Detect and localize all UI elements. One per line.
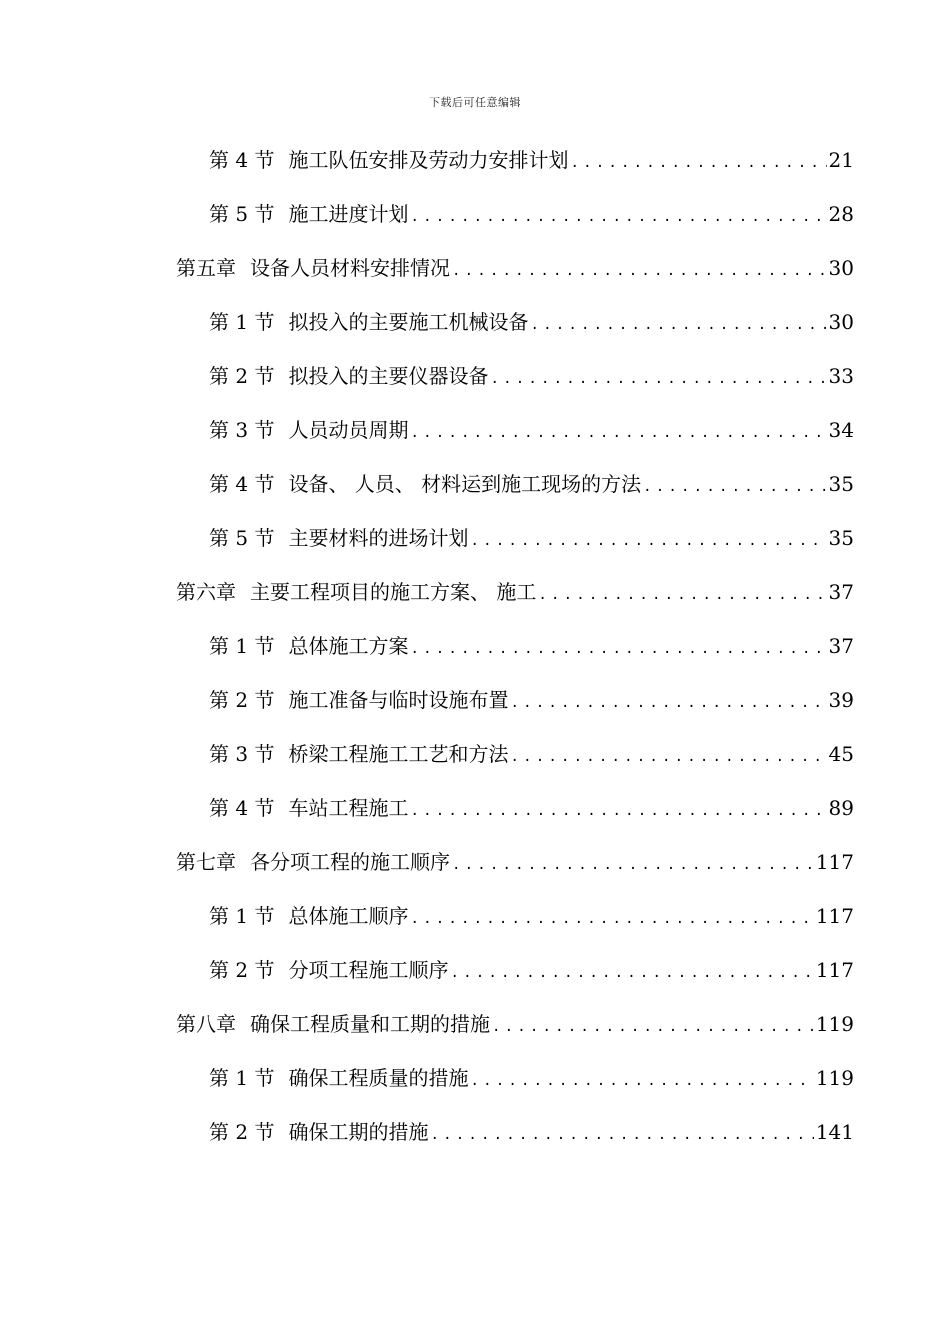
dot-leader	[410, 791, 826, 831]
toc-entry[interactable]	[176, 842, 854, 882]
toc-entry-number: 第六章	[176, 580, 236, 604]
toc-entry-number: 第 1 节	[209, 1066, 275, 1090]
toc-entry-title: 施工队伍安排及劳动力安排计划	[288, 148, 569, 172]
toc-entry-page: 117	[815, 958, 854, 982]
dot-leader	[470, 1061, 813, 1101]
toc-entry-page: 89	[828, 796, 854, 820]
toc-entry-number: 第 5 节	[209, 202, 275, 226]
toc-entry-title: 桥梁工程施工工艺和方法	[288, 742, 509, 766]
toc-entry-title: 分项工程施工顺序	[288, 958, 449, 982]
toc-entry-number: 第 4 节	[209, 796, 275, 820]
toc-entry[interactable]	[209, 464, 854, 504]
toc-entry-title: 拟投入的主要仪器设备	[288, 364, 489, 388]
toc-entry[interactable]	[209, 302, 854, 342]
dot-leader	[510, 737, 826, 777]
toc-entry-title: 施工准备与临时设施布置	[288, 688, 509, 712]
toc-entry-page: 30	[828, 310, 854, 334]
toc-entry-page: 39	[828, 688, 854, 712]
dot-leader	[538, 575, 826, 615]
toc-entry[interactable]	[209, 194, 854, 234]
toc-entry[interactable]	[209, 788, 854, 828]
dot-leader	[430, 1115, 813, 1155]
toc-entry-number: 第 4 节	[209, 472, 275, 496]
toc-entry[interactable]	[209, 734, 854, 774]
toc-entry-page: 117	[815, 850, 854, 874]
toc-entry-number: 第 2 节	[209, 1120, 275, 1144]
toc-entry-title: 确保工程质量的措施	[288, 1066, 469, 1090]
toc-entry-page: 119	[815, 1012, 854, 1036]
dot-leader	[490, 359, 826, 399]
dot-leader	[470, 521, 826, 561]
toc-entry-title: 确保工程质量和工期的措施	[250, 1012, 490, 1036]
toc-entry-page: 35	[828, 526, 854, 550]
toc-entry-title: 各分项工程的施工顺序	[250, 850, 450, 874]
toc-entry-page: 117	[815, 904, 854, 928]
toc-entry-page: 37	[828, 580, 854, 604]
toc-entry-title: 总体施工方案	[288, 634, 409, 658]
dot-leader	[450, 953, 813, 993]
toc-entry-number: 第八章	[176, 1012, 236, 1036]
toc-entry[interactable]	[209, 680, 854, 720]
toc-entry-title: 总体施工顺序	[288, 904, 409, 928]
toc-entry-title: 主要材料的进场计划	[288, 526, 469, 550]
toc-entry[interactable]	[209, 626, 854, 666]
toc-entry[interactable]	[209, 518, 854, 558]
toc-entry-number: 第 5 节	[209, 526, 275, 550]
toc-entry-page: 141	[815, 1120, 854, 1144]
toc-entry[interactable]	[176, 248, 854, 288]
toc-entry[interactable]	[209, 140, 854, 180]
toc-entry-page: 37	[828, 634, 854, 658]
dot-leader	[510, 683, 826, 723]
toc-entry-title: 拟投入的主要施工机械设备	[288, 310, 529, 334]
toc-entry-page: 34	[828, 418, 854, 442]
toc-entry-number: 第 3 节	[209, 418, 275, 442]
toc-entry[interactable]	[209, 1058, 854, 1098]
dot-leader	[530, 305, 826, 345]
toc-entry-number: 第 1 节	[209, 634, 275, 658]
toc-entry-number: 第 2 节	[209, 958, 275, 982]
toc-entry[interactable]	[176, 572, 854, 612]
toc-entry-page: 33	[828, 364, 854, 388]
toc-entry-page: 45	[828, 742, 854, 766]
toc-entry[interactable]	[209, 356, 854, 396]
toc-entry-page: 28	[828, 202, 854, 226]
toc-entry-title: 主要工程项目的施工方案、 施工	[250, 580, 537, 604]
toc-entry-title: 车站工程施工	[288, 796, 409, 820]
toc-entry-title: 确保工期的措施	[288, 1120, 429, 1144]
toc-entry-number: 第 1 节	[209, 310, 275, 334]
toc-entry[interactable]	[209, 896, 854, 936]
toc-entry-number: 第 2 节	[209, 364, 275, 388]
toc-entry-number: 第 4 节	[209, 148, 275, 172]
toc-entry-title: 施工进度计划	[288, 202, 409, 226]
dot-leader	[410, 629, 826, 669]
dot-leader	[643, 467, 826, 507]
toc-entry[interactable]	[209, 410, 854, 450]
toc-entry[interactable]	[209, 1112, 854, 1152]
toc-entry-number: 第 2 节	[209, 688, 275, 712]
dot-leader	[410, 413, 826, 453]
toc-entry-number: 第五章	[176, 256, 236, 280]
toc-entry-number: 第 1 节	[209, 904, 275, 928]
toc-entry-title: 设备、 人员、 材料运到施工现场的方法	[288, 472, 642, 496]
dot-leader	[452, 251, 827, 291]
dot-leader	[452, 845, 814, 885]
toc-entry-page: 30	[828, 256, 854, 280]
dot-leader	[410, 899, 813, 939]
toc-entry-title: 人员动员周期	[288, 418, 409, 442]
toc-entry-page: 21	[828, 148, 854, 172]
page-header: 下载后可任意编辑	[429, 96, 521, 109]
dot-leader	[410, 197, 826, 237]
toc-entry-number: 第七章	[176, 850, 236, 874]
toc-entry-number: 第 3 节	[209, 742, 275, 766]
toc-entry-page: 35	[828, 472, 854, 496]
toc-entry-page: 119	[815, 1066, 854, 1090]
toc-entry[interactable]	[209, 950, 854, 990]
dot-leader	[570, 143, 826, 183]
dot-leader	[492, 1007, 814, 1047]
toc-entry[interactable]	[176, 1004, 854, 1044]
toc-entry-title: 设备人员材料安排情况	[250, 256, 450, 280]
